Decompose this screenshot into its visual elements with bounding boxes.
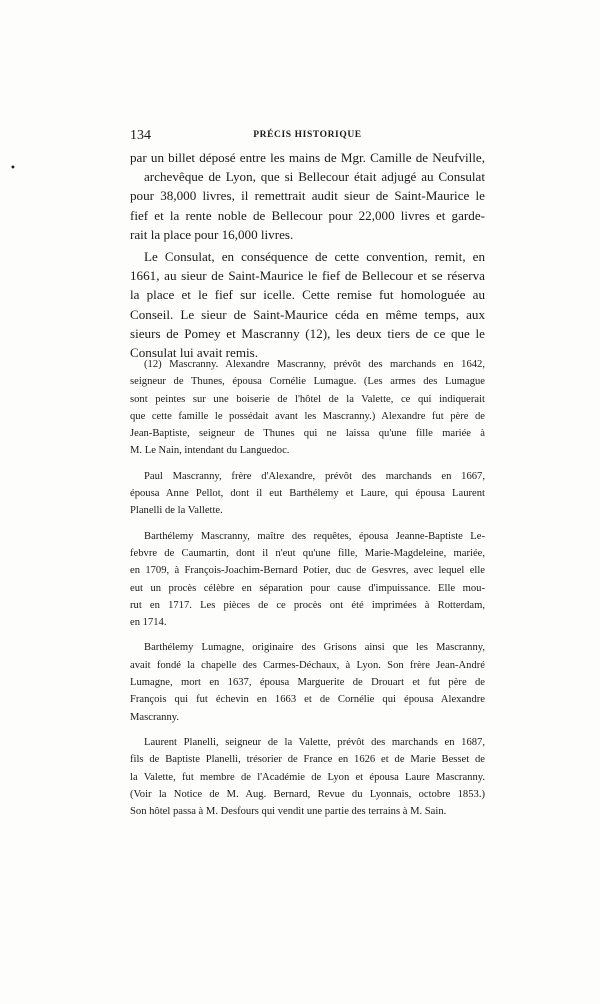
note-line: seigneur de Thunes, épousa Cornélie Lumague. (Les armes des Lumague bbox=[130, 376, 485, 388]
note-line: (12) Mascranny. Alexandre Mascranny, prévôt des marchands en 1642, bbox=[144, 359, 485, 370]
paragraph-2 bbox=[130, 247, 485, 362]
note-barthelemy-lumagne bbox=[130, 639, 485, 725]
text-line: fief et la rente noble de Bellecour pour 22,000 livres et garde- bbox=[130, 207, 485, 223]
note-line: Planelli de la Vallette. bbox=[130, 505, 223, 517]
text-line: sieurs de Pomey et Mascranny (12), les deux tiers de ce que le bbox=[130, 325, 485, 341]
text-line: Le Consulat, en conséquence de cette convention, remit, en bbox=[144, 249, 485, 265]
text-line: par un billet déposé entre les mains de Mgr. Camille de Neufville, bbox=[130, 150, 485, 165]
note-line: eut un procès célèbre en séparation pour cause d'impuissance. Elle mou- bbox=[130, 582, 485, 594]
note-line: sont peintes sur une boiserie de l'hôtel de la Valette, ce qui indiquerait bbox=[130, 393, 485, 405]
note-paul-mascranny bbox=[130, 468, 485, 520]
note-line: Laurent Planelli, seigneur de la Valette, prévôt des marchands en 1687, bbox=[144, 736, 485, 748]
note-line: rut en 1717. Les pièces de ce procès ont été imprimées à Rotterdam, bbox=[130, 599, 485, 611]
note-line: Paul Mascranny, frère d'Alexandre, prévôt des marchands en 1667, bbox=[144, 470, 485, 482]
note-barthelemy-mascranny bbox=[130, 528, 485, 632]
note-line: febvre de Caumartin, dont il n'eut qu'une fille, Marie-Magdeleine, mariée, bbox=[130, 547, 485, 559]
note-line: en 1709, à François-Joachim-Bernard Potier, duc de Gesvres, avec lequel elle bbox=[130, 565, 485, 577]
note-line: que cette famille le possédait avant les Mascranny.) Alexandre fut père de bbox=[130, 410, 485, 422]
note-line: en 1714. bbox=[130, 617, 167, 629]
footnotes bbox=[130, 356, 485, 828]
margin-mark: • bbox=[10, 163, 16, 174]
note-line: Barthélemy Mascranny, maître des requêtes, épousa Jeanne-Baptiste Le- bbox=[144, 530, 485, 542]
main-text bbox=[130, 148, 485, 362]
text-line: archevêque de Lyon, que si Bellecour était adjugé au Consulat bbox=[144, 169, 485, 185]
text-line: Conseil. Le sieur de Saint-Maurice céda en même temps, aux bbox=[130, 306, 485, 322]
page-header bbox=[130, 128, 485, 144]
note-line: Barthélemy Lumagne, originaire des Grisons ainsi que les Mascranny, bbox=[144, 642, 485, 654]
note-line: Lumagne, mort en 1637, épousa Marguerite de Drouart et fut père de bbox=[130, 677, 485, 689]
running-title: PRÉCIS HISTORIQUE bbox=[253, 130, 362, 140]
text-line: la place et le fief sur icelle. Cette remise fut homologuée au bbox=[130, 287, 485, 303]
note-line: (Voir la Notice de M. Aug. Bernard, Revue du Lyonnais, octobre 1853.) bbox=[130, 788, 485, 800]
note-line: fils de Baptiste Planelli, trésorier de France en 1626 et de Marie Besset de bbox=[130, 754, 485, 766]
text-line: Consulat lui avait remis. bbox=[130, 345, 259, 361]
note-line: avait fondé la chapelle des Carmes-Déchaux, à Lyon. Son frère Jean-André bbox=[130, 659, 485, 671]
text-line: rait la place pour 16,000 livres. bbox=[130, 226, 294, 242]
page-number: 134 bbox=[130, 128, 151, 143]
text-line: 1661, au sieur de Saint-Maurice le fief de Bellecour et se réserva bbox=[130, 268, 485, 284]
note-line: épousa Anne Pellot, dont il eut Barthélemy et Laure, qui épousa Laurent bbox=[130, 488, 485, 500]
note-line: Jean-Baptiste, seigneur de Thunes qui ne laissa qu'une fille mariée à bbox=[130, 428, 485, 440]
footnote-12 bbox=[130, 356, 485, 460]
note-line: Son hôtel passa à M. Desfours qui vendit une partie des terrains à M. Sain. bbox=[130, 806, 447, 818]
note-line: M. Le Nain, intendant du Languedoc. bbox=[130, 445, 290, 457]
note-line: François qui fut échevin en 1663 et de Cornélie qui épousa Alexandre bbox=[130, 694, 485, 706]
text-line: pour 38,000 livres, il remettrait audit sieur de Saint-Maurice le bbox=[130, 188, 485, 204]
note-line: Mascranny. bbox=[130, 711, 180, 723]
note-line: la Valette, fut membre de l'Académie de Lyon et épousa Laure Mascranny. bbox=[130, 771, 485, 783]
note-laurent-planelli bbox=[130, 734, 485, 820]
paragraph-1 bbox=[130, 148, 485, 244]
